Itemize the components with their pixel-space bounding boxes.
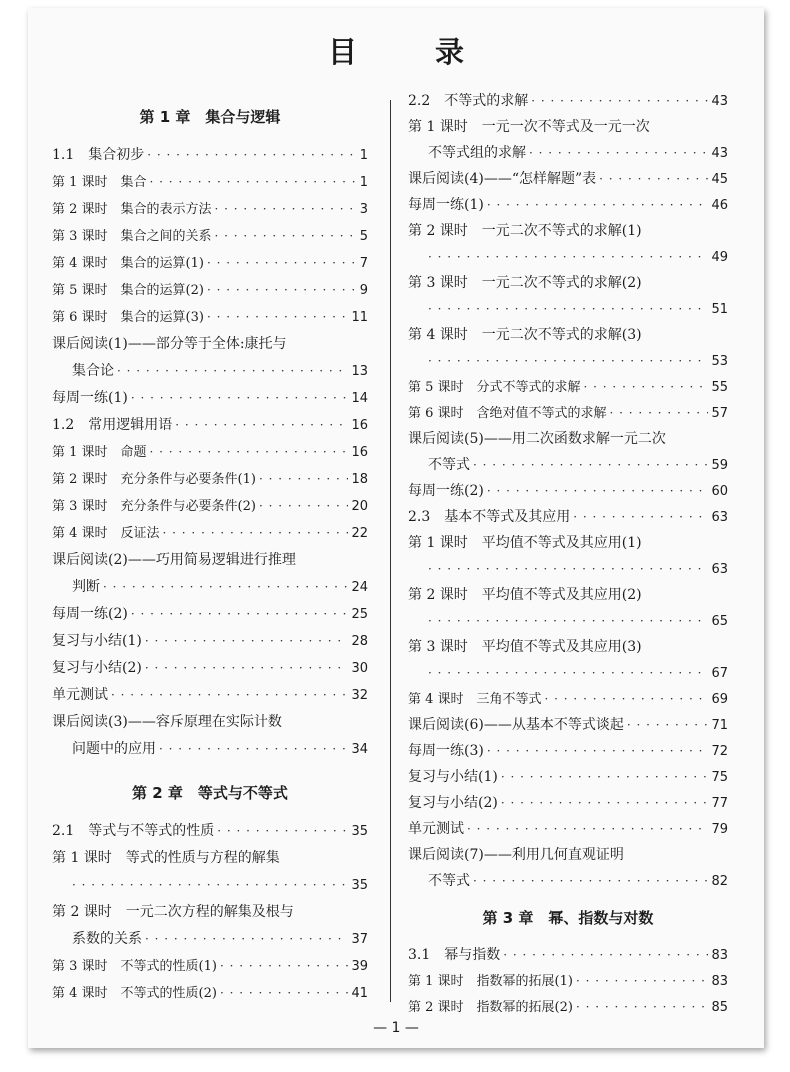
toc-entry[interactable]: 第 1 课时 集合 · · · 1 — [52, 173, 368, 192]
toc-entry-line[interactable]: 第 2 课时 一元二次不等式的求解(1) — [408, 223, 642, 239]
column-divider — [390, 100, 391, 1002]
toc-entry-line[interactable]: 第 3 课时 一元二次不等式的求解(2) — [408, 275, 642, 291]
toc-entry[interactable]: 第 3 课时 不等式的性质(1) · · · 39 — [52, 957, 368, 976]
toc-entry[interactable]: 第 2 课时 集合的表示方法 · · · 3 — [52, 200, 368, 219]
toc-entry[interactable]: 课后阅读(6)——从基本不等式谈起 · · · 71 — [408, 716, 728, 735]
toc-entry[interactable]: · · · 53 — [408, 352, 728, 371]
page-number: — 1 — — [373, 1020, 419, 1036]
toc-entry[interactable]: 第 4 课时 反证法 · · · 22 — [52, 524, 368, 543]
chapter-2-heading: 第 2 章 等式与不等式 — [132, 784, 288, 802]
toc-entry[interactable]: 第 6 课时 集合的运算(3) · · · 11 — [52, 308, 368, 327]
toc-entry[interactable]: 1.2 常用逻辑用语 · · · 16 — [52, 416, 368, 435]
toc-entry[interactable]: · · · 51 — [408, 300, 728, 319]
toc-entry[interactable]: 第 6 课时 含绝对值不等式的求解 · · · 57 — [408, 404, 728, 423]
toc-entry[interactable]: 复习与小结(1) · · · 75 — [408, 768, 728, 787]
title-char-1: 目 — [327, 35, 357, 69]
toc-entry-line[interactable]: 第 1 课时 平均值不等式及其应用(1) — [408, 535, 642, 551]
chapter-3-heading: 第 3 章 幂、指数与对数 — [482, 909, 654, 927]
toc-entry[interactable]: 第 4 课时 三角不等式 · · · 69 — [408, 690, 728, 709]
toc-entry-line[interactable]: 第 3 课时 平均值不等式及其应用(3) — [408, 639, 642, 655]
toc-entry[interactable]: 1.1 集合初步 · · · 1 — [52, 146, 368, 165]
toc-entry-line[interactable]: 课后阅读(1)——部分等于全体:康托与 — [52, 336, 287, 352]
toc-entry-line[interactable]: 第 1 课时 等式的性质与方程的解集 — [52, 850, 280, 866]
toc-entry-line[interactable]: 第 2 课时 平均值不等式及其应用(2) — [408, 587, 642, 603]
toc-entry[interactable]: 不等式 · · · 82 — [408, 872, 728, 891]
toc-entry[interactable]: 2.2 不等式的求解 · · · 43 — [408, 92, 728, 111]
toc-page — [28, 8, 764, 1048]
toc-entry[interactable]: 课后阅读(4)——“怎样解题”表 · · · 45 — [408, 170, 728, 189]
toc-entry[interactable]: · · · 49 — [408, 248, 728, 267]
toc-entry[interactable]: 不等式 · · · 59 — [408, 456, 728, 475]
toc-entry[interactable]: · · · 35 — [52, 876, 368, 895]
toc-entry[interactable]: 第 4 课时 集合的运算(1) · · · 7 — [52, 254, 368, 273]
toc-entry[interactable]: 第 5 课时 集合的运算(2) · · · 9 — [52, 281, 368, 300]
toc-entry[interactable]: 每周一练(2) · · · 25 — [52, 605, 368, 624]
toc-entry-line[interactable]: 课后阅读(7)——利用几何直观证明 — [408, 847, 624, 863]
toc-entry[interactable]: · · · 65 — [408, 612, 728, 631]
toc-entry[interactable]: 不等式组的求解 · · · 43 — [408, 144, 728, 163]
toc-entry-line[interactable]: 课后阅读(2)——巧用简易逻辑进行推理 — [52, 552, 296, 568]
toc-entry[interactable]: 每周一练(3) · · · 72 — [408, 742, 728, 761]
toc-entry[interactable]: 每周一练(1) · · · 46 — [408, 196, 728, 215]
toc-entry[interactable]: 2.1 等式与不等式的性质 · · · 35 — [52, 822, 368, 841]
toc-entry[interactable]: 系数的关系 · · · 37 — [52, 930, 368, 949]
toc-entry[interactable]: 集合论 · · · 13 — [52, 362, 368, 381]
toc-entry-line[interactable]: 课后阅读(5)——用二次函数求解一元二次 — [408, 431, 666, 447]
toc-entry[interactable]: 第 1 课时 命题 · · · 16 — [52, 443, 368, 462]
toc-entry-line[interactable]: 课后阅读(3)——容斥原理在实际计数 — [52, 714, 282, 730]
toc-entry-line[interactable]: 第 2 课时 一元二次方程的解集及根与 — [52, 904, 294, 920]
toc-entry[interactable]: 复习与小结(1) · · · 28 — [52, 632, 368, 651]
toc-entry[interactable]: 第 1 课时 指数幂的拓展(1) · · · 83 — [408, 972, 728, 991]
toc-entry[interactable]: 第 2 课时 指数幂的拓展(2) · · · 85 — [408, 998, 728, 1017]
title-char-2: 录 — [435, 35, 465, 69]
toc-entry[interactable]: 复习与小结(2) · · · 30 — [52, 659, 368, 678]
toc-entry[interactable]: 第 5 课时 分式不等式的求解 · · · 55 — [408, 378, 728, 397]
toc-entry[interactable]: · · · 67 — [408, 664, 728, 683]
toc-entry[interactable]: 单元测试 · · · 32 — [52, 686, 368, 705]
toc-entry[interactable]: 每周一练(2) · · · 60 — [408, 482, 728, 501]
toc-entry[interactable]: 2.3 基本不等式及其应用 · · · 63 — [408, 508, 728, 527]
toc-entry[interactable]: 问题中的应用 · · · 34 — [52, 740, 368, 759]
toc-entry[interactable]: 判断 · · · 24 — [52, 578, 368, 597]
toc-entry[interactable]: 第 4 课时 不等式的性质(2) · · · 41 — [52, 984, 368, 1003]
toc-entry[interactable]: 单元测试 · · · 79 — [408, 820, 728, 839]
toc-entry[interactable]: 每周一练(1) · · · 14 — [52, 389, 368, 408]
toc-entry[interactable]: 3.1 幂与指数 · · · 83 — [408, 946, 728, 965]
toc-entry[interactable]: 第 3 课时 充分条件与必要条件(2) · · · 20 — [52, 497, 368, 516]
toc-entry[interactable]: · · · 63 — [408, 560, 728, 579]
page-title — [28, 30, 764, 71]
chapter-1-heading: 第 1 章 集合与逻辑 — [139, 108, 281, 126]
toc-entry[interactable]: 第 3 课时 集合之间的关系 · · · 5 — [52, 227, 368, 246]
toc-entry[interactable]: 复习与小结(2) · · · 77 — [408, 794, 728, 813]
toc-entry[interactable]: 第 2 课时 充分条件与必要条件(1) · · · 18 — [52, 470, 368, 489]
toc-entry-line[interactable]: 第 4 课时 一元二次不等式的求解(3) — [408, 327, 642, 343]
toc-entry-line[interactable]: 第 1 课时 一元一次不等式及一元一次 — [408, 119, 650, 135]
